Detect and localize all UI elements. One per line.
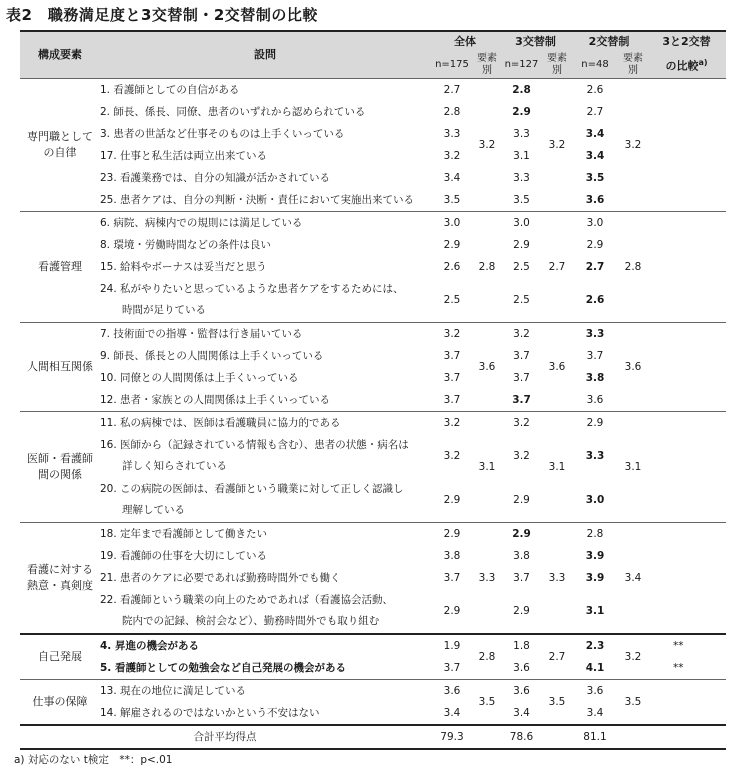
category-label: 自己発展	[20, 634, 100, 680]
table-row	[20, 523, 726, 546]
value-three: 3.7	[513, 571, 530, 584]
table-row	[20, 79, 726, 102]
header-category: 構成要素	[20, 31, 100, 79]
value-all: 3.4	[443, 706, 461, 719]
question-text: 18. 定年まで看護師として働きたい	[100, 523, 430, 546]
significance-mark	[647, 389, 726, 412]
category-label: 医師・看護師間の関係	[20, 412, 100, 523]
value-three: 3.7	[512, 393, 531, 406]
value-two: 3.3	[585, 449, 605, 462]
element-average-two_sum: 3.1	[619, 412, 647, 523]
value-all: 3.0	[430, 212, 474, 235]
value-all: 3.7	[443, 349, 461, 362]
significance-mark	[647, 680, 726, 703]
value-all: 2.8	[443, 105, 461, 118]
question-text: 20. この病院の医師は、看護師という職業に対して正しく認識し 理解している	[100, 483, 404, 516]
question-text: 3. 患者の世話など仕事そのものは上手くいっている	[100, 127, 345, 140]
element-average-two_sum: 2.8	[619, 212, 647, 323]
value-all: 3.2	[430, 323, 474, 346]
value-three: 3.1	[513, 149, 530, 162]
element-average-two_sum: 3.6	[619, 323, 647, 412]
significance-mark	[647, 589, 726, 634]
question-text: 4. 昇進の機会がある	[100, 634, 430, 657]
element-average-three_sum: 3.2	[543, 79, 571, 212]
header-question: 設問	[100, 31, 430, 79]
value-all: 3.8	[443, 549, 461, 562]
value-two: 4.1	[585, 661, 605, 674]
value-two: 3.3	[571, 323, 619, 346]
significance-mark	[647, 345, 726, 367]
value-three: 3.3	[513, 127, 530, 140]
value-two: 2.9	[571, 412, 619, 435]
value-all: 2.6	[443, 260, 461, 273]
value-three: 3.3	[513, 171, 530, 184]
element-average-three_sum: 3.1	[543, 412, 571, 523]
value-two: 3.8	[585, 371, 605, 384]
question-text: 9. 師長、係長との人間関係は上手くいっている	[100, 349, 324, 362]
value-three: 2.9	[512, 105, 531, 118]
element-average-all_sum: 3.5	[474, 680, 500, 726]
header-n-three: n=127	[500, 52, 543, 79]
question-text: 15. 給料やボーナスは妥当だと思う	[100, 260, 267, 273]
table-row	[20, 680, 726, 703]
significance-mark	[647, 702, 726, 725]
value-all: 3.5	[443, 193, 461, 206]
question-text: 14. 解雇されるのではないかという不安はない	[100, 706, 320, 719]
value-all: 2.9	[443, 604, 461, 617]
significance-mark	[647, 545, 726, 567]
category-label: 専門職としての自律	[20, 79, 100, 212]
value-all: 3.2	[443, 449, 461, 462]
element-average-all_sum: 3.2	[474, 79, 500, 212]
significance-mark	[647, 256, 726, 278]
value-two: 2.8	[571, 523, 619, 546]
value-all: 3.7	[443, 571, 461, 584]
question-text: 24. 私がやりたいと思っているような患者ケアをするためには、 時間が足りている	[100, 283, 404, 316]
table-row	[20, 412, 726, 435]
value-three: 3.2	[500, 412, 543, 435]
value-two: 2.6	[571, 79, 619, 102]
element-average-three_sum: 2.7	[543, 212, 571, 323]
value-two: 3.5	[585, 171, 605, 184]
question-text: 16. 医師から（記録されている情報も含む）、患者の状態・病名は 詳しく知らされている	[100, 439, 409, 472]
question-text: 21. 患者のケアに必要であれば勤務時間外でも働く	[100, 571, 341, 584]
value-two: 2.6	[585, 293, 605, 306]
element-average-two_sum: 3.5	[619, 680, 647, 726]
value-three: 2.9	[500, 523, 543, 546]
value-two: 3.7	[586, 349, 604, 362]
element-average-three_sum: 3.5	[543, 680, 571, 726]
value-all: 2.7	[430, 79, 474, 102]
value-two: 3.6	[571, 680, 619, 703]
value-all: 3.2	[443, 149, 461, 162]
header-three-shift: 3交替制	[500, 31, 571, 52]
header-comparison: 3と2交替	[647, 31, 726, 52]
question-text: 17. 仕事と私生活は両立出来ている	[100, 149, 268, 162]
value-three: 2.9	[513, 493, 530, 506]
question-text: 25. 患者ケアは、自分の判断・決断・責任において実施出来ている	[100, 193, 415, 206]
element-average-all_sum: 2.8	[474, 212, 500, 323]
significance-mark	[647, 523, 726, 546]
value-two: 2.3	[571, 634, 619, 657]
value-all: 3.4	[443, 171, 461, 184]
table-title: 表2 職務満足度と3交替制・2交替制の比較	[6, 6, 318, 24]
value-two: 3.0	[571, 212, 619, 235]
significance-mark	[647, 212, 726, 235]
question-text: 10. 同僚との人間関係は上手くいっている	[100, 371, 299, 384]
value-all: 2.5	[443, 293, 461, 306]
value-all: 1.9	[430, 634, 474, 657]
question-text: 7. 技術面での指導・監督は行き届いている	[100, 323, 430, 346]
significance-mark	[647, 367, 726, 389]
value-three: 2.9	[513, 604, 530, 617]
total-all: 79.3	[430, 725, 474, 749]
category-label: 仕事の保障	[20, 680, 100, 726]
significance-mark	[647, 567, 726, 589]
significance-mark	[647, 189, 726, 212]
header-by-element-three: 要素別	[543, 52, 571, 79]
value-three: 3.4	[513, 706, 530, 719]
value-all: 3.7	[443, 393, 461, 406]
element-average-all_sum: 3.1	[474, 412, 500, 523]
value-two: 3.4	[585, 149, 605, 162]
header-comparison-2: の比較$^{a)}$	[647, 52, 726, 79]
table-body	[20, 79, 726, 750]
value-all: 2.9	[443, 493, 461, 506]
header-two-shift: 2交替制	[571, 31, 647, 52]
element-average-all_sum: 3.6	[474, 323, 500, 412]
question-text: 8. 環境・労働時間などの条件は良い	[100, 238, 271, 251]
question-text: 23. 看護業務では、自分の知識が活かされている	[100, 171, 331, 184]
value-two: 3.4	[586, 706, 604, 719]
element-average-all_sum: 3.3	[474, 523, 500, 635]
value-two: 2.7	[586, 105, 604, 118]
value-three: 3.7	[513, 371, 530, 384]
value-three: 3.6	[500, 680, 543, 703]
element-average-two_sum: 3.4	[619, 523, 647, 635]
value-two: 3.6	[586, 393, 604, 406]
significance-mark	[647, 234, 726, 256]
significance-mark	[647, 79, 726, 102]
value-two: 2.9	[586, 238, 604, 251]
table-row	[20, 634, 726, 657]
footnote: a) 対応のない t検定 **：p<.01	[14, 754, 173, 766]
value-all: 3.7	[443, 371, 461, 384]
value-three: 3.5	[513, 193, 530, 206]
total-three: 78.6	[500, 725, 543, 749]
element-average-three_sum: 2.7	[543, 634, 571, 680]
significance-mark	[647, 101, 726, 123]
significance-mark	[647, 167, 726, 189]
header-n-all: n=175	[430, 52, 474, 79]
significance-mark	[647, 412, 726, 435]
element-average-three_sum: 3.6	[543, 323, 571, 412]
question-text: 5. 看護師としての勉強会など自己発展の機会がある	[100, 661, 346, 674]
category-label: 看護に対する熱意・真剣度	[20, 523, 100, 635]
value-two: 3.4	[585, 127, 605, 140]
value-two: 3.6	[585, 193, 605, 206]
value-three: 3.8	[513, 549, 530, 562]
value-three: 3.2	[500, 323, 543, 346]
significance-mark: **	[647, 634, 726, 657]
value-two: 3.9	[585, 571, 605, 584]
value-two: 3.1	[585, 604, 605, 617]
value-three: 3.0	[500, 212, 543, 235]
significance-mark	[647, 478, 726, 523]
significance-mark	[647, 123, 726, 145]
category-label: 人間相互関係	[20, 323, 100, 412]
value-two: 3.9	[585, 549, 605, 562]
value-three: 3.6	[513, 661, 530, 674]
satisfaction-table	[20, 30, 726, 750]
table-row	[20, 323, 726, 346]
question-text: 1. 看護師としての自信がある	[100, 79, 430, 102]
value-three: 2.9	[513, 238, 530, 251]
header-all: 全体	[430, 31, 500, 52]
element-average-two_sum: 3.2	[619, 634, 647, 680]
total-row	[20, 725, 726, 749]
value-three: 2.5	[513, 260, 530, 273]
header-by-element-two: 要素別	[619, 52, 647, 79]
table-row	[20, 212, 726, 235]
significance-mark	[647, 323, 726, 346]
significance-mark	[647, 434, 726, 478]
header-n-two: n=48	[571, 52, 619, 79]
element-average-three_sum: 3.3	[543, 523, 571, 635]
question-text: 11. 私の病棟では、医師は看護職員に協力的である	[100, 412, 430, 435]
value-all: 3.7	[443, 661, 461, 674]
category-label: 看護管理	[20, 212, 100, 323]
element-average-two_sum: 3.2	[619, 79, 647, 212]
value-all: 3.2	[430, 412, 474, 435]
significance-mark	[647, 145, 726, 167]
question-text: 2. 師長、係長、同僚、患者のいずれから認められている	[100, 105, 366, 118]
significance-mark	[647, 278, 726, 323]
total-label: 合計平均得点	[20, 725, 430, 749]
header-by-element-all: 要素別	[474, 52, 500, 79]
value-three: 3.2	[513, 449, 530, 462]
question-text: 6. 病院、病棟内での規則には満足している	[100, 212, 430, 235]
value-all: 3.6	[430, 680, 474, 703]
value-three: 2.5	[513, 293, 530, 306]
value-all: 3.3	[443, 127, 461, 140]
question-text: 12. 患者・家族との人間関係は上手くいっている	[100, 393, 331, 406]
value-three: 2.8	[500, 79, 543, 102]
question-text: 13. 現在の地位に満足している	[100, 680, 430, 703]
value-all: 2.9	[443, 238, 461, 251]
total-two: 81.1	[571, 725, 619, 749]
significance-mark: **	[673, 661, 684, 674]
question-text: 19. 看護師の仕事を大切にしている	[100, 549, 268, 562]
element-average-all_sum: 2.8	[474, 634, 500, 680]
value-two: 2.7	[585, 260, 605, 273]
value-three: 3.7	[513, 349, 530, 362]
value-three: 1.8	[500, 634, 543, 657]
value-all: 2.9	[430, 523, 474, 546]
value-two: 3.0	[585, 493, 605, 506]
question-text: 22. 看護師という職業の向上のためであれば（看護協会活動、 院内での記録、検討会など）、勤務時間外でも取り組む	[100, 594, 394, 627]
